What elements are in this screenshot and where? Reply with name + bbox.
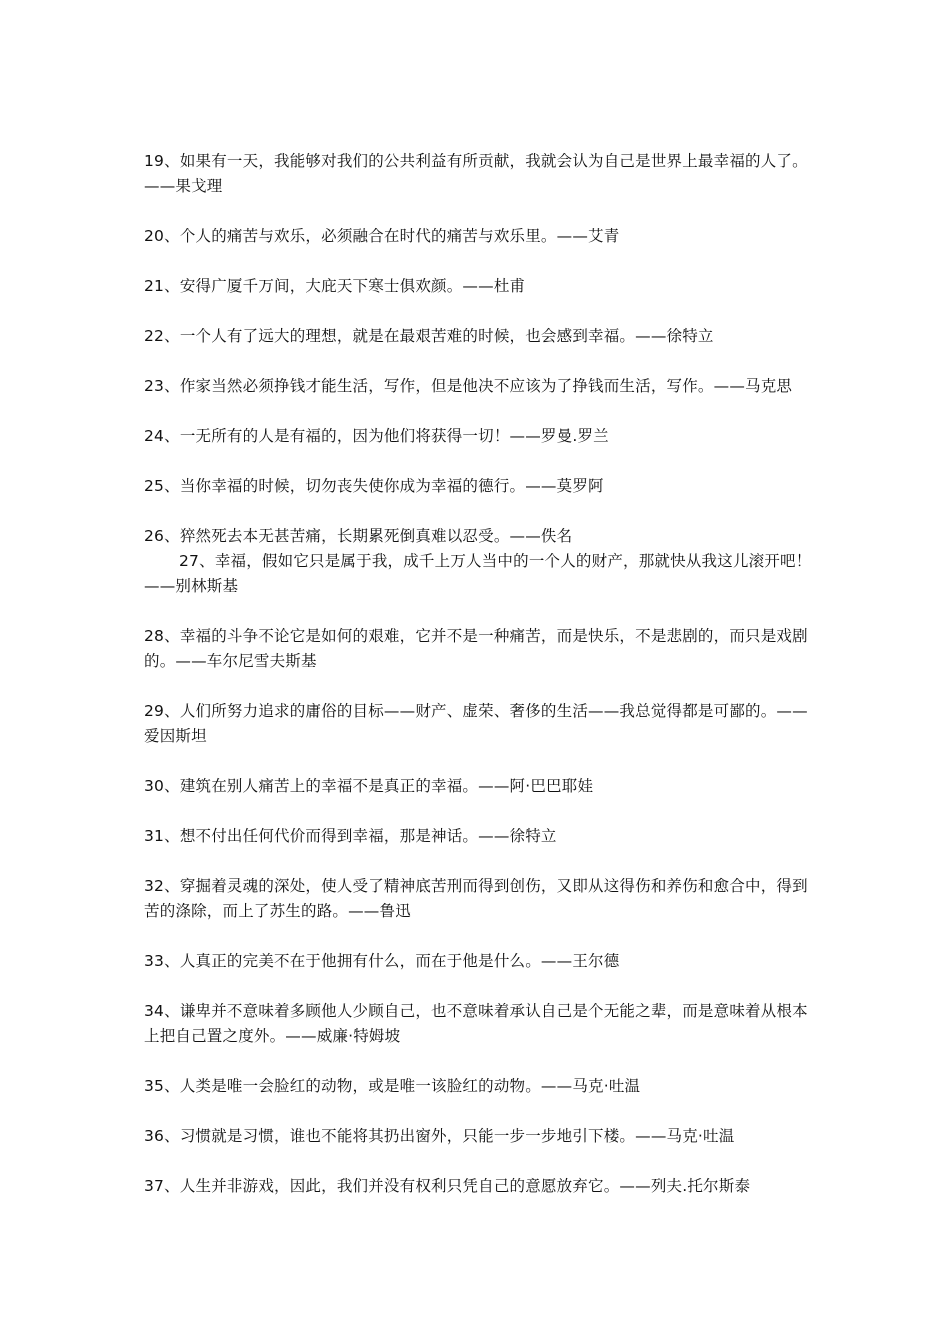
quote-32: 32、穿掘着灵魂的深处，使人受了精神底苦刑而得到创伤，又即从这得伤和养伤和愈合中，得到苦的涤除，而上了苏生的路。——鲁迅 [144,877,808,920]
quote-22: 22、一个人有了远大的理想，就是在最艰苦难的时候，也会感到幸福。——徐特立 [144,327,714,345]
quote-33: 33、人真正的完美不在于他拥有什么，而在于他是什么。——王尔德 [144,952,620,970]
quote-19: 19、如果有一天，我能够对我们的公共利益有所贡献，我就会认为自己是世界上最幸福的人了。——果戈理 [144,152,808,195]
quote-31: 31、想不付出任何代价而得到幸福，那是神话。——徐特立 [144,827,557,845]
quote-25: 25、当你幸福的时候，切勿丧失使你成为幸福的德行。——莫罗阿 [144,477,604,495]
quote-list [144,149,816,1224]
quote-23: 23、作家当然必须挣钱才能生活，写作，但是他决不应该为了挣钱而生活，写作。——马克思 [144,377,793,395]
quote-27: 27、幸福，假如它只是属于我，成千上万人当中的一个人的财产，那就快从我这儿滚开吧！——别林斯基 [144,552,812,595]
quote-20: 20、个人的痛苦与欢乐，必须融合在时代的痛苦与欢乐里。——艾青 [144,227,620,245]
quote-28: 28、幸福的斗争不论它是如何的艰难，它并不是一种痛苦，而是快乐，不是悲剧的，而只是戏剧的。——车尔尼雪夫斯基 [144,627,808,670]
quote-36: 36、习惯就是习惯，谁也不能将其扔出窗外，只能一步一步地引下楼。——马克·吐温 [144,1127,735,1145]
quote-21: 21、安得广厦千万间，大庇天下寒士俱欢颜。——杜甫 [144,277,526,295]
quote-30: 30、建筑在别人痛苦上的幸福不是真正的幸福。——阿·巴巴耶娃 [144,777,594,795]
quote-37: 37、人生并非游戏，因此，我们并没有权利只凭自己的意愿放弃它。——列夫.托尔斯泰 [144,1177,751,1195]
quote-34: 34、谦卑并不意味着多顾他人少顾自己，也不意味着承认自己是个无能之辈，而是意味着从根本上把自己置之度外。——威廉·特姆坡 [144,1002,808,1045]
quote-24: 24、一无所有的人是有福的，因为他们将获得一切！——罗曼.罗兰 [144,427,609,445]
quote-29: 29、人们所努力追求的庸俗的目标——财产、虚荣、奢侈的生活——我总觉得都是可鄙的。——爱因斯坦 [144,702,808,745]
quote-35: 35、人类是唯一会脸红的动物，或是唯一该脸红的动物。——马克·吐温 [144,1077,641,1095]
quote-26: 26、猝然死去本无甚苦痛，长期累死倒真难以忍受。——佚名 [144,527,573,545]
